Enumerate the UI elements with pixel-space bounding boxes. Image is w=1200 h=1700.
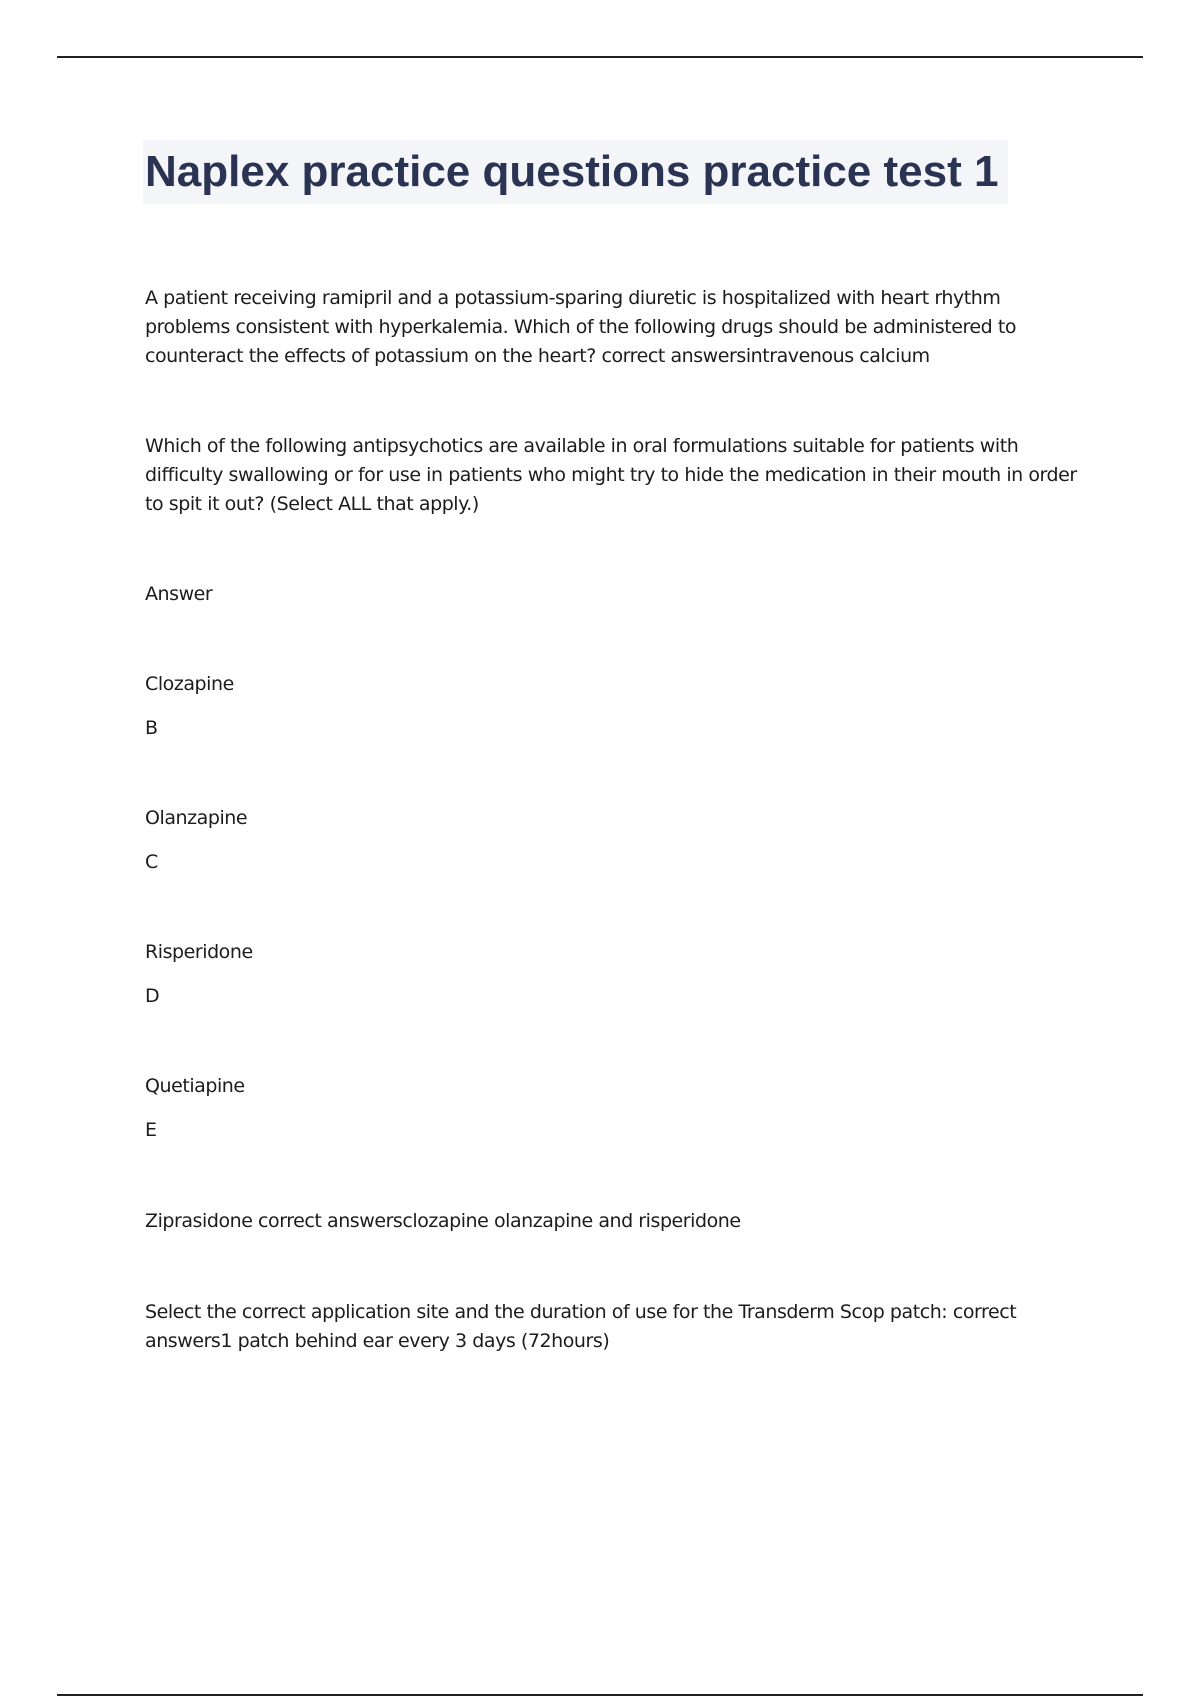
top-divider (57, 56, 1143, 58)
option-letter-d: D (145, 985, 160, 1008)
title-banner (143, 140, 1008, 204)
option-risperidone: Risperidone (145, 941, 253, 964)
option-quetiapine: Quetiapine (145, 1075, 245, 1098)
question-1-text: A patient receiving ramipril and a potassium-sparing diuretic is hospitalized with heart rhythm problems consistent with hyperkalemia. Which of the following drugs should be administered to counteract the effects of potassium on the heart? correct answersintravenous calcium (145, 287, 1017, 368)
page-title: Naplex practice questions practice test 1 (145, 147, 999, 196)
option-clozapine: Clozapine (145, 673, 234, 696)
option-letter-b: B (145, 717, 158, 740)
option-letter-e: E (145, 1119, 157, 1142)
question-3-text: Select the correct application site and the duration of use for the Transderm Scop patch: correct answers1 patch behind ear every 3 days (72hours) (145, 1301, 1017, 1353)
answer-label: Answer (145, 583, 213, 606)
option-letter-c: C (145, 851, 158, 874)
question-2-text: Which of the following antipsychotics are available in oral formulations suitable for patients with difficulty swallowing or for use in patients who might try to hide the medication in their mouth in order to spit it out? (Select ALL that apply.) (145, 435, 1077, 516)
document-body (145, 140, 1090, 1356)
option-olanzapine: Olanzapine (145, 807, 248, 830)
question-2-answer: Ziprasidone correct answersclozapine olanzapine and risperidone (145, 1210, 741, 1233)
bottom-divider (57, 1694, 1143, 1696)
